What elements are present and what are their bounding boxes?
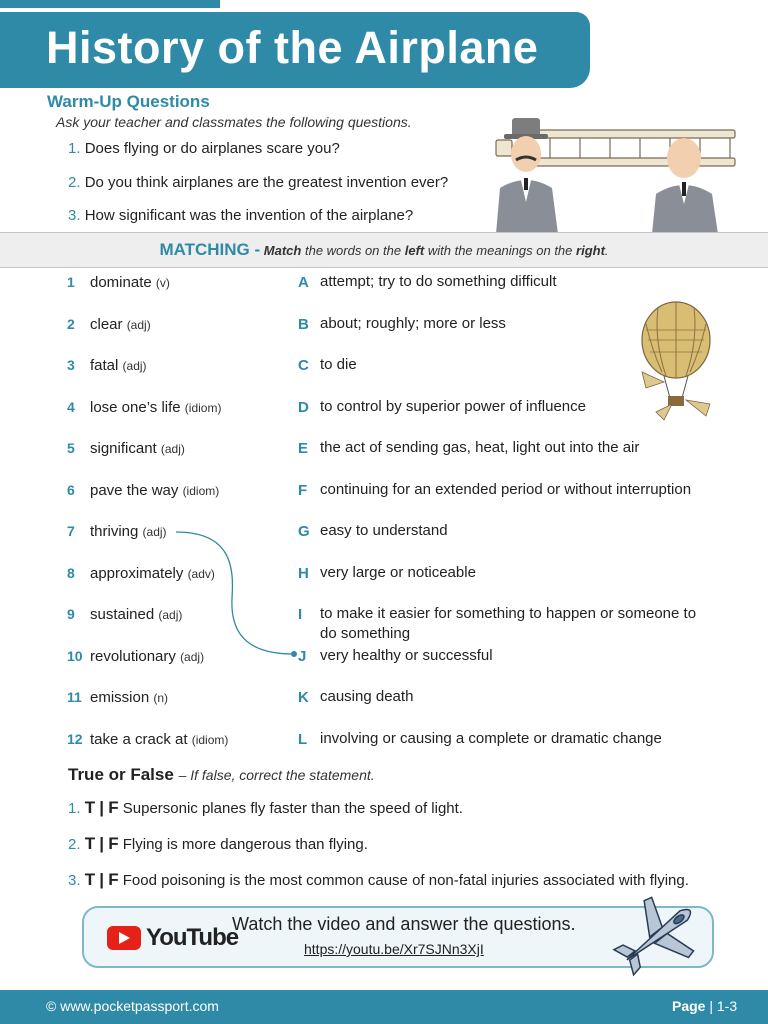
true-option[interactable]: T bbox=[84, 834, 96, 853]
meaning-text: involving or causing a complete or dramatic change bbox=[320, 730, 662, 747]
word-pos: (idiom) bbox=[184, 401, 222, 415]
meaning-text: about; roughly; more or less bbox=[320, 315, 506, 332]
word-number: 8 bbox=[67, 565, 75, 581]
meaning-letter: E bbox=[298, 440, 309, 457]
word-number: 6 bbox=[67, 482, 75, 498]
word-term bbox=[90, 689, 168, 706]
true-false-item bbox=[68, 834, 368, 854]
matching-inst-5: right bbox=[576, 243, 605, 258]
true-option[interactable]: T bbox=[84, 870, 96, 889]
warmup-instruction: Ask your teacher and classmates the following questions. bbox=[56, 114, 412, 130]
word-number: 3 bbox=[67, 357, 75, 373]
meaning-letter: B bbox=[298, 316, 309, 333]
warmup-title: Warm-Up Questions bbox=[47, 92, 210, 111]
footer-page bbox=[672, 998, 737, 1014]
tf-statement: Supersonic planes fly faster than the speed of light. bbox=[122, 800, 463, 817]
word-term bbox=[90, 606, 182, 623]
meaning-text: very healthy or successful bbox=[320, 647, 493, 664]
word-term bbox=[90, 274, 170, 291]
matching-title: MATCHING - bbox=[159, 240, 261, 259]
word-pos: (adj) bbox=[126, 318, 151, 332]
word-pos: (n) bbox=[153, 691, 169, 705]
true-false-instruction: – If false, correct the statement. bbox=[178, 767, 375, 783]
meaning-text: attempt; try to do something difficult bbox=[320, 273, 557, 290]
wright-brothers-illustration bbox=[490, 112, 740, 234]
question-text: Does flying or do airplanes scare you? bbox=[84, 140, 340, 157]
jet-plane-illustration bbox=[610, 888, 710, 980]
word-text: approximately bbox=[90, 565, 184, 582]
meaning-letter: H bbox=[298, 565, 309, 582]
false-option[interactable]: F bbox=[108, 798, 119, 817]
matching-inst-1: Match bbox=[263, 243, 302, 258]
word-pos: (adj) bbox=[122, 359, 147, 373]
matching-inst-6: . bbox=[604, 243, 609, 258]
tf-number: 2. bbox=[68, 836, 81, 853]
meaning-letter: L bbox=[298, 731, 308, 748]
word-text: pave the way bbox=[90, 482, 179, 499]
question-text: How significant was the invention of the airplane? bbox=[84, 207, 414, 224]
word-number: 4 bbox=[67, 399, 75, 415]
matching-inst-2: the words on the bbox=[304, 243, 402, 258]
meaning-letter: D bbox=[298, 399, 309, 416]
meaning-letter: A bbox=[298, 274, 309, 291]
word-text: emission bbox=[90, 689, 150, 706]
video-instruction: Watch the video and answer the questions. bbox=[232, 914, 576, 934]
tf-number: 3. bbox=[68, 872, 81, 889]
matching-inst-4: with the meanings on the bbox=[427, 243, 573, 258]
word-text: thriving bbox=[90, 523, 139, 540]
example-match-line bbox=[172, 528, 302, 660]
tf-separator: | bbox=[99, 798, 105, 817]
question-number: 2. bbox=[68, 174, 81, 191]
meaning-letter: F bbox=[298, 482, 308, 499]
footer-website: © www.pocketpassport.com bbox=[46, 998, 219, 1014]
word-number: 7 bbox=[67, 523, 75, 539]
question-number: 3. bbox=[68, 207, 81, 224]
word-number: 9 bbox=[67, 606, 75, 622]
word-number: 12 bbox=[67, 731, 83, 747]
warmup-question bbox=[68, 174, 448, 191]
play-icon bbox=[119, 932, 130, 944]
bald-man-icon bbox=[652, 138, 718, 234]
banner-top-strip bbox=[0, 0, 220, 8]
meaning-text: the act of sending gas, heat, light out into the air bbox=[320, 439, 640, 456]
meaning-letter: K bbox=[298, 689, 309, 706]
meaning-text: very large or noticeable bbox=[320, 564, 476, 581]
tf-separator: | bbox=[99, 870, 105, 889]
word-text: lose one’s life bbox=[90, 399, 181, 416]
meaning-text: to make it easier for something to happen or someone to do something bbox=[320, 605, 697, 642]
word-number: 5 bbox=[67, 440, 75, 456]
page-title: History of the Airplane bbox=[46, 22, 539, 73]
word-term bbox=[90, 399, 221, 416]
word-text: significant bbox=[90, 440, 157, 457]
tf-statement: Flying is more dangerous than flying. bbox=[122, 836, 368, 853]
meaning-text: continuing for an extended period or without interruption bbox=[320, 481, 692, 498]
word-pos: (v) bbox=[155, 276, 170, 290]
page-separator: | bbox=[709, 998, 713, 1014]
meaning-text: causing death bbox=[320, 688, 414, 705]
word-term bbox=[90, 357, 147, 374]
true-false-heading bbox=[68, 765, 375, 785]
false-option[interactable]: F bbox=[108, 834, 119, 853]
word-pos: (adv) bbox=[187, 567, 215, 581]
word-pos: (idiom) bbox=[182, 484, 220, 498]
matching-instructions bbox=[0, 240, 768, 260]
question-text: Do you think airplanes are the greatest invention ever? bbox=[84, 174, 449, 191]
true-false-title: True or False bbox=[68, 765, 174, 784]
matching-inst-3: left bbox=[404, 243, 425, 258]
meaning-letter: I bbox=[298, 606, 303, 623]
meaning-text: to die bbox=[320, 356, 357, 373]
true-option[interactable]: T bbox=[84, 798, 96, 817]
word-term bbox=[90, 482, 219, 499]
word-pos: (adj) bbox=[158, 608, 183, 622]
word-term bbox=[90, 316, 151, 333]
page-label: Page bbox=[672, 998, 706, 1014]
meaning-text: easy to understand bbox=[320, 522, 448, 539]
word-pos: (adj) bbox=[180, 650, 205, 664]
word-text: fatal bbox=[90, 357, 119, 374]
word-pos: (idiom) bbox=[191, 733, 229, 747]
word-text: dominate bbox=[90, 274, 152, 291]
word-number: 2 bbox=[67, 316, 75, 332]
true-false-item bbox=[68, 798, 463, 818]
word-term bbox=[90, 731, 228, 748]
word-pos: (adj) bbox=[160, 442, 185, 456]
word-text: sustained bbox=[90, 606, 155, 623]
warmup-question bbox=[68, 207, 413, 224]
word-term bbox=[90, 440, 185, 457]
word-number: 1 bbox=[67, 274, 75, 290]
tf-statement: Food poisoning is the most common cause of non-fatal injuries associated with flying. bbox=[122, 872, 689, 889]
false-option[interactable]: F bbox=[108, 870, 119, 889]
tf-separator: | bbox=[99, 834, 105, 853]
video-link[interactable]: https://youtu.be/Xr7SJNn3XjI bbox=[304, 941, 484, 957]
meaning-letter: G bbox=[298, 523, 310, 540]
page-number: 1-3 bbox=[716, 998, 738, 1014]
word-number: 10 bbox=[67, 648, 83, 664]
youtube-logo-text: YouTube bbox=[146, 924, 239, 951]
meaning-text: to control by superior power of influence bbox=[320, 398, 586, 415]
meaning-letter: J bbox=[298, 648, 307, 665]
hot-air-balloon-illustration bbox=[636, 300, 716, 424]
word-text: clear bbox=[90, 316, 123, 333]
tf-number: 1. bbox=[68, 800, 81, 817]
word-term bbox=[90, 523, 167, 540]
true-false-item bbox=[68, 870, 689, 890]
word-text: revolutionary bbox=[90, 648, 176, 665]
warmup-question bbox=[68, 140, 340, 157]
word-number: 11 bbox=[67, 689, 82, 705]
meaning-letter: C bbox=[298, 357, 309, 374]
question-number: 1. bbox=[68, 140, 81, 157]
word-pos: (adj) bbox=[142, 525, 167, 539]
word-text: take a crack at bbox=[90, 731, 188, 748]
